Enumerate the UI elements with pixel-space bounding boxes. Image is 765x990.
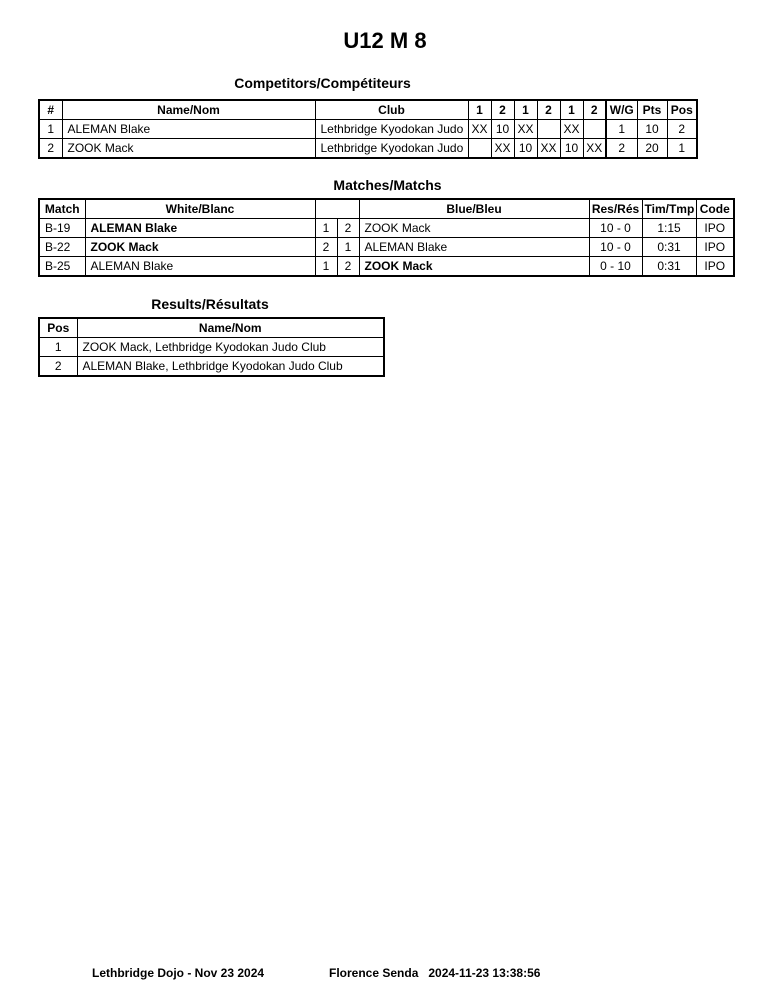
col-match: Match [39,199,85,219]
competitor-number: 2 [39,139,62,159]
match-code: IPO [696,257,734,277]
results-table [38,317,385,377]
blue-number: 1 [337,238,359,257]
matches-table [38,198,735,277]
round-score: XX [560,120,583,139]
white-competitor: ZOOK Mack [85,238,315,257]
round-score [468,139,491,159]
footer-event: Lethbridge Dojo - Nov 23 2024 [92,966,265,980]
col-round: 1 [514,100,537,120]
footer-printed-by: Florence Senda 2024-11-23 13:38:56 [329,966,541,980]
round-score: XX [468,120,491,139]
competitor-name: ALEMAN Blake [62,120,315,139]
match-id: B-19 [39,219,85,238]
results-header-row [39,318,384,338]
blue-competitor: ZOOK Mack [359,219,589,238]
col-pts: Pts [637,100,667,120]
competitor-row [39,139,697,159]
competitor-points: 20 [637,139,667,159]
white-number: 1 [315,219,337,238]
match-code: IPO [696,219,734,238]
white-number: 1 [315,257,337,277]
match-time: 1:15 [642,219,696,238]
round-score: XX [514,120,537,139]
matches-header-row [39,199,734,219]
competitor-row [39,120,697,139]
col-white: White/Blanc [85,199,315,219]
white-number: 2 [315,238,337,257]
col-round: 2 [491,100,514,120]
match-id: B-25 [39,257,85,277]
page-title: U12 M 8 [343,28,427,53]
col-round: 2 [583,100,606,120]
competitor-club: Lethbridge Kyodokan Judo [315,139,468,159]
result-position: 1 [39,338,77,357]
results-heading: Results/Résultats [151,296,269,312]
col-numbers [315,199,359,219]
result-name: ZOOK Mack, Lethbridge Kyodokan Judo Club [77,338,384,357]
round-score [537,120,560,139]
match-result: 10 - 0 [589,219,642,238]
col-code: Code [696,199,734,219]
col-pos: Pos [667,100,697,120]
col-result: Res/Rés [589,199,642,219]
col-round: 2 [537,100,560,120]
round-score: 10 [560,139,583,159]
white-competitor: ALEMAN Blake [85,257,315,277]
match-time: 0:31 [642,257,696,277]
competitor-club: Lethbridge Kyodokan Judo [315,120,468,139]
col-round: 1 [468,100,491,120]
competitor-name: ZOOK Mack [62,139,315,159]
match-id: B-22 [39,238,85,257]
result-row [39,338,384,357]
match-row [39,257,734,277]
round-score: 10 [514,139,537,159]
round-score: XX [491,139,514,159]
col-pos: Pos [39,318,77,338]
col-name: Name/Nom [77,318,384,338]
round-score [583,120,606,139]
result-position: 2 [39,357,77,377]
round-score: XX [537,139,560,159]
match-result: 10 - 0 [589,238,642,257]
match-row [39,219,734,238]
round-score: XX [583,139,606,159]
col-round: 1 [560,100,583,120]
competitor-wins: 2 [606,139,637,159]
blue-competitor: ALEMAN Blake [359,238,589,257]
blue-competitor: ZOOK Mack [359,257,589,277]
col-wg: W/G [606,100,637,120]
match-time: 0:31 [642,238,696,257]
match-code: IPO [696,238,734,257]
competitor-position: 2 [667,120,697,139]
col-blue: Blue/Bleu [359,199,589,219]
match-result: 0 - 10 [589,257,642,277]
result-name: ALEMAN Blake, Lethbridge Kyodokan Judo Club [77,357,384,377]
round-score: 10 [491,120,514,139]
competitor-number: 1 [39,120,62,139]
competitors-header-row [39,100,697,120]
competitor-wins: 1 [606,120,637,139]
col-name: Name/Nom [62,100,315,120]
competitor-position: 1 [667,139,697,159]
competitors-table [38,99,698,159]
blue-number: 2 [337,219,359,238]
col-time: Tim/Tmp [642,199,696,219]
col-num: # [39,100,62,120]
matches-heading: Matches/Matchs [333,177,442,193]
blue-number: 2 [337,257,359,277]
col-club: Club [315,100,468,120]
white-competitor: ALEMAN Blake [85,219,315,238]
competitor-points: 10 [637,120,667,139]
result-row [39,357,384,377]
competitors-heading: Competitors/Compétiteurs [234,75,411,91]
match-row [39,238,734,257]
